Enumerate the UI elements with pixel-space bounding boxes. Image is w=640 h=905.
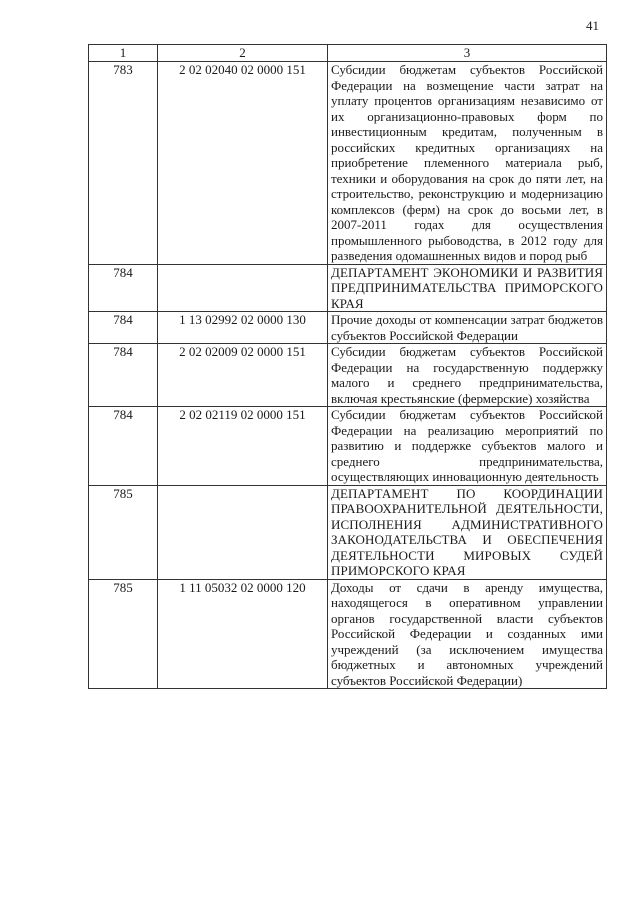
table-row bbox=[89, 264, 607, 312]
admin-code-cell: 784 bbox=[89, 312, 158, 344]
table-row bbox=[89, 344, 607, 407]
admin-code-cell: 783 bbox=[89, 62, 158, 265]
department-name-cell: ДЕПАРТАМЕНТ ЭКОНОМИКИ И РАЗВИТИЯ ПРЕДПРИНИМАТЕЛЬСТВА ПРИМОРСКОГО КРАЯ bbox=[328, 264, 607, 312]
admin-code-cell: 784 bbox=[89, 344, 158, 407]
revenue-code-cell: 2 02 02009 02 0000 151 bbox=[158, 344, 328, 407]
table-row bbox=[89, 579, 607, 689]
column-header-1: 1 bbox=[89, 45, 158, 62]
revenue-code-cell bbox=[158, 264, 328, 312]
revenue-name-cell: Субсидии бюджетам субъектов Российской Федерации на возмещение части затрат на уплату процентов организациям независимо от их организационно-правовых форм по инвестиционным кредитам, полученным в российских кредитных организациях на приобретение племенного материала рыб, техники и оборудования на срок до пяти лет, на строительство, реконструкцию и модернизацию комплексов (ферм) на срок до восьми лет, в 2007-2011 годах для осуществления промышленного рыбоводства, в 2012 году для разведения одомашненных видов и пород рыб bbox=[328, 62, 607, 265]
table-row bbox=[89, 485, 607, 579]
revenue-code-cell: 2 02 02040 02 0000 151 bbox=[158, 62, 328, 265]
admin-code-cell: 784 bbox=[89, 264, 158, 312]
table-row bbox=[89, 407, 607, 486]
column-header-2: 2 bbox=[158, 45, 328, 62]
column-header-3: 3 bbox=[328, 45, 607, 62]
revenue-name-cell: Субсидии бюджетам субъектов Российской Федерации на государственную поддержку малого и среднего предпринимательства, включая крестьянские (фермерские) хозяйства bbox=[328, 344, 607, 407]
revenue-code-cell: 1 13 02992 02 0000 130 bbox=[158, 312, 328, 344]
revenue-code-cell: 1 11 05032 02 0000 120 bbox=[158, 579, 328, 689]
revenue-code-cell: 2 02 02119 02 0000 151 bbox=[158, 407, 328, 486]
table-row bbox=[89, 312, 607, 344]
page-number: 41 bbox=[586, 18, 599, 33]
revenue-name-cell: Доходы от сдачи в аренду имущества, находящегося в оперативном управлении органов государственной власти субъектов Российской Федерации и созданных ими учреждений (за исключением имущества бюджетных и автономных учреждений субъектов Российской Федерации) bbox=[328, 579, 607, 689]
revenue-classification-table bbox=[88, 44, 607, 689]
table-row bbox=[89, 62, 607, 265]
revenue-name-cell: Субсидии бюджетам субъектов Российской Федерации на реализацию мероприятий по развитию и поддержке субъектов малого и среднего предпринимательства, осуществляющих инновационную деятельность bbox=[328, 407, 607, 486]
department-name-cell: ДЕПАРТАМЕНТ ПО КООРДИНАЦИИ ПРАВООХРАНИТЕЛЬНОЙ ДЕЯТЕЛЬНОСТИ, ИСПОЛНЕНИЯ АДМИНИСТРАТИВНОГО ЗАКОНОДАТЕЛЬСТВА И ОБЕСПЕЧЕНИЯ ДЕЯТЕЛЬНОСТИ МИРОВЫХ СУДЕЙ ПРИМОРСКОГО КРАЯ bbox=[328, 485, 607, 579]
admin-code-cell: 785 bbox=[89, 579, 158, 689]
admin-code-cell: 784 bbox=[89, 407, 158, 486]
revenue-name-cell: Прочие доходы от компенсации затрат бюджетов субъектов Российской Федерации bbox=[328, 312, 607, 344]
revenue-code-cell bbox=[158, 485, 328, 579]
admin-code-cell: 785 bbox=[89, 485, 158, 579]
table-header-row bbox=[89, 45, 607, 62]
